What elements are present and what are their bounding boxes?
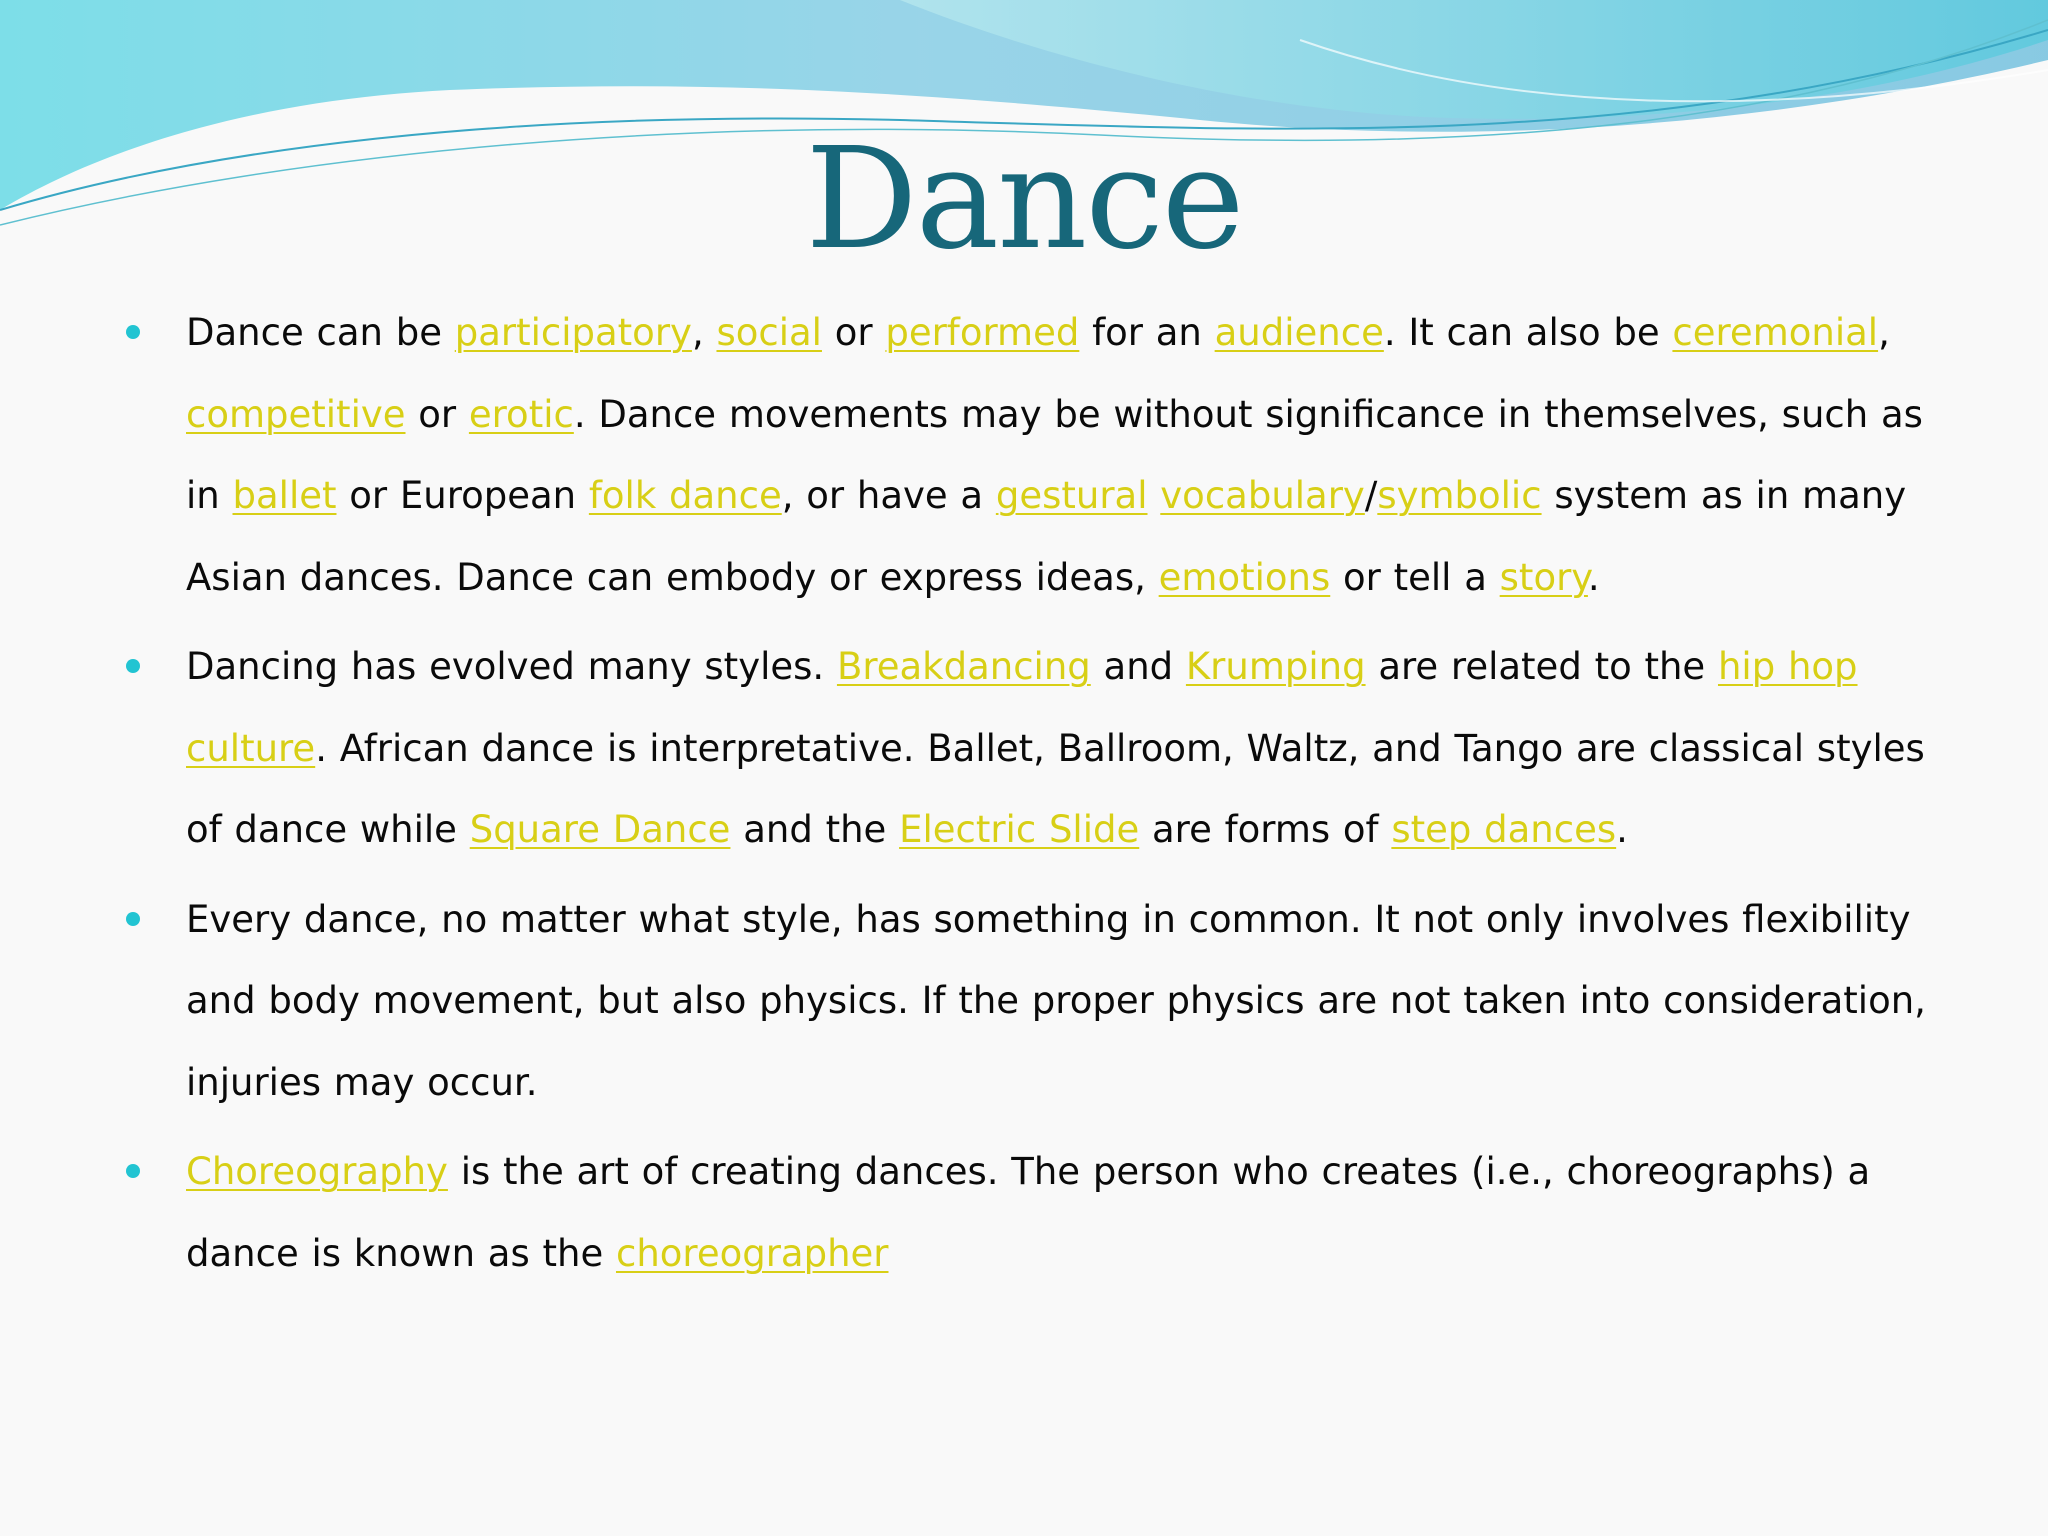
- paragraph-text: or tell a: [1330, 555, 1500, 599]
- hyperlink[interactable]: Breakdancing: [836, 645, 1091, 688]
- hyperlink[interactable]: emotions: [1158, 555, 1331, 599]
- slide-title: Dance: [805, 118, 1243, 281]
- bullet-list: [118, 292, 1948, 1302]
- hyperlink[interactable]: audience: [1214, 311, 1384, 354]
- bullet-paragraph: [118, 1131, 1948, 1294]
- hyperlink[interactable]: participatory: [454, 311, 692, 354]
- paragraph-text: . Dance movements may be without significance in themselves, such as in: [186, 392, 1923, 517]
- hyperlink[interactable]: ceremonial: [1672, 311, 1879, 354]
- paragraph-text: or: [821, 311, 886, 354]
- hyperlink[interactable]: Krumping: [1185, 645, 1366, 688]
- paragraph-text: Dance can be: [186, 311, 455, 354]
- paragraph-text: and: [1090, 645, 1186, 688]
- paragraph-text: . African dance is interpretative. Ballet, Ballroom, Waltz, and Tango are classical styles of dance while: [186, 726, 1925, 851]
- hyperlink[interactable]: Square Dance: [469, 808, 731, 851]
- paragraph-text: /: [1364, 474, 1378, 517]
- hyperlink[interactable]: erotic: [468, 392, 574, 436]
- bullet-paragraph: [118, 879, 1948, 1124]
- hyperlink[interactable]: folk dance: [588, 474, 782, 517]
- paragraph-text: is the art of creating dances. The person who creates (i.e., choreographs) a dance is known as the: [186, 1150, 1871, 1275]
- bullet-dot-icon: [126, 912, 140, 926]
- paragraph-text: [1148, 474, 1161, 517]
- paragraph-text: .: [1616, 808, 1628, 851]
- hyperlink[interactable]: Choreography: [186, 1150, 448, 1193]
- hyperlink[interactable]: gestural: [995, 474, 1148, 517]
- paragraph-text: are related to the: [1365, 645, 1718, 688]
- paragraph-text: . It can also be: [1383, 311, 1673, 354]
- bullet-dot-icon: [126, 1164, 140, 1178]
- paragraph-text: and the: [730, 808, 900, 851]
- paragraph-text: .: [1587, 555, 1600, 599]
- paragraph-text: Dancing has evolved many styles.: [186, 645, 837, 688]
- hyperlink[interactable]: story: [1499, 555, 1588, 599]
- paragraph-text: ,: [691, 311, 717, 354]
- paragraph-text: or: [405, 392, 469, 436]
- paragraph-text: for an: [1079, 311, 1215, 354]
- hyperlink[interactable]: ballet: [232, 474, 337, 517]
- hyperlink[interactable]: step dances: [1391, 808, 1617, 851]
- paragraph-text: system as in many Asian dances. Dance can embody or express ideas,: [186, 474, 1907, 599]
- paragraph-text: or European: [336, 474, 589, 517]
- hyperlink[interactable]: competitive: [186, 392, 406, 436]
- hyperlink[interactable]: social: [716, 311, 822, 354]
- bullet-paragraph: [118, 292, 1948, 618]
- bullet-paragraph: [118, 626, 1948, 871]
- bullet-dot-icon: [126, 325, 140, 339]
- hyperlink[interactable]: symbolic: [1377, 474, 1542, 517]
- hyperlink[interactable]: choreographer: [615, 1231, 889, 1275]
- hyperlink[interactable]: performed: [885, 311, 1080, 354]
- paragraph-text: are forms of: [1139, 808, 1392, 851]
- hyperlink[interactable]: vocabulary: [1160, 474, 1365, 517]
- paragraph-text: ,: [1878, 311, 1890, 354]
- hyperlink[interactable]: Electric Slide: [899, 808, 1140, 851]
- paragraph-text: , or have a: [781, 474, 996, 517]
- paragraph-text: Every dance, no matter what style, has something in common. It not only involves flexibility and body movement, but also physics. If the proper physics are not taken into consideration, injuries may occur.: [186, 897, 1926, 1104]
- hyperlink[interactable]: hip hop culture: [186, 645, 1858, 770]
- bullet-dot-icon: [126, 659, 140, 673]
